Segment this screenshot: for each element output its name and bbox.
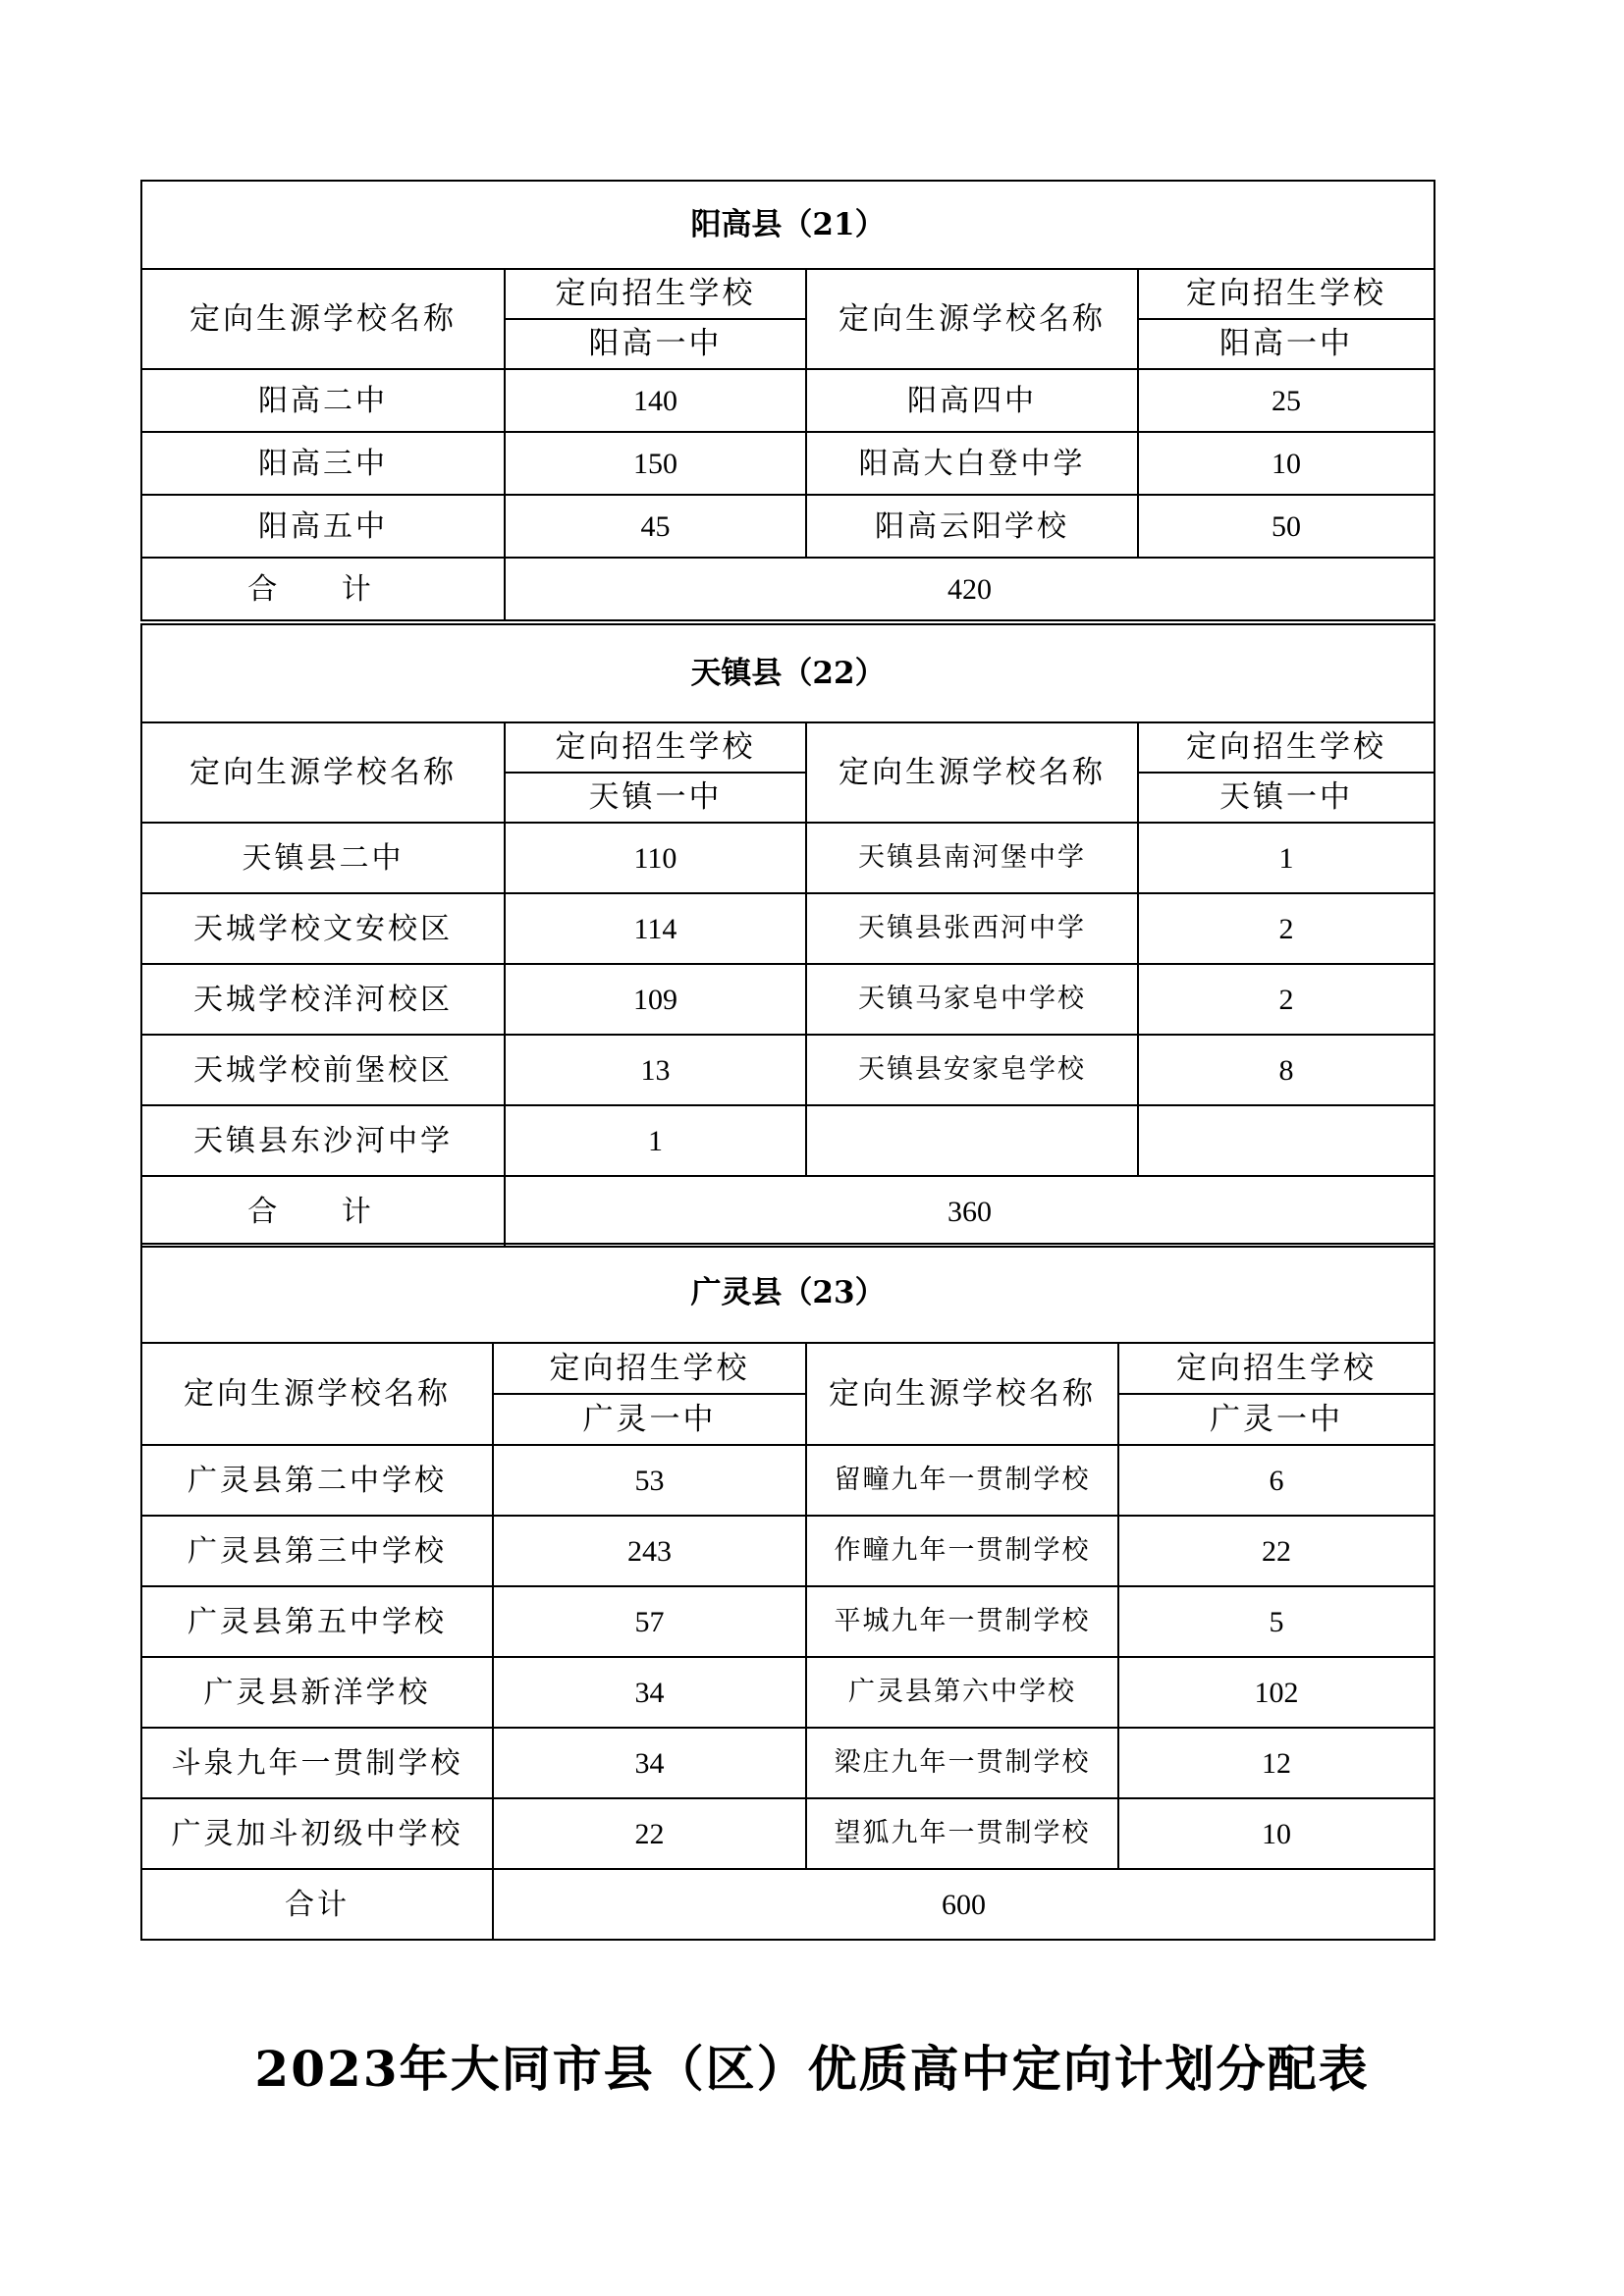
total-row xyxy=(141,558,1435,620)
table-guangling xyxy=(140,1243,1435,1941)
target-school-name: 广灵一中 xyxy=(1118,1394,1435,1445)
target-school-name: 天镇一中 xyxy=(1138,773,1435,823)
source-school-name: 天镇县南河堡中学 xyxy=(806,823,1138,893)
quota-value: 2 xyxy=(1138,964,1435,1035)
quota-value: 50 xyxy=(1138,495,1435,558)
source-school-name: 天镇马家皂中学校 xyxy=(806,964,1138,1035)
table-row xyxy=(141,893,1435,964)
target-school-name: 阳高一中 xyxy=(505,319,806,369)
table-yanggao xyxy=(140,180,1435,621)
source-school-name: 广灵县第六中学校 xyxy=(806,1657,1118,1728)
quota-value xyxy=(1138,1105,1435,1176)
quota-value: 13 xyxy=(505,1035,806,1105)
quota-value: 34 xyxy=(493,1728,806,1798)
source-school-name: 阳高大白登中学 xyxy=(806,432,1138,495)
source-school-name: 阳高云阳学校 xyxy=(806,495,1138,558)
header-target-school: 定向招生学校 xyxy=(493,1343,806,1394)
quota-value: 10 xyxy=(1138,432,1435,495)
document-title: 2023年大同市县（区）优质高中定向计划分配表 xyxy=(254,2040,1370,2098)
total-label: 合计 xyxy=(141,1869,493,1940)
quota-value: 140 xyxy=(505,369,806,432)
source-school-name: 天城学校文安校区 xyxy=(141,893,505,964)
table-row xyxy=(141,495,1435,558)
table-row xyxy=(141,964,1435,1035)
target-school-name: 广灵一中 xyxy=(493,1394,806,1445)
header-target-school: 定向招生学校 xyxy=(1138,722,1435,773)
header-target-school: 定向招生学校 xyxy=(505,722,806,773)
total-value: 420 xyxy=(505,558,1435,620)
table-row xyxy=(141,1445,1435,1516)
source-school-name: 阳高二中 xyxy=(141,369,505,432)
source-school-name: 天镇县东沙河中学 xyxy=(141,1105,505,1176)
quota-value: 6 xyxy=(1118,1445,1435,1516)
quota-value: 22 xyxy=(493,1798,806,1869)
total-label: 合 计 xyxy=(141,1176,505,1247)
source-school-name: 天镇县安家皂学校 xyxy=(806,1035,1138,1105)
source-school-name: 天城学校前堡校区 xyxy=(141,1035,505,1105)
total-row xyxy=(141,1869,1435,1940)
total-row xyxy=(141,1176,1435,1247)
source-school-name: 作疃九年一贯制学校 xyxy=(806,1516,1118,1586)
source-school-name: 平城九年一贯制学校 xyxy=(806,1586,1118,1657)
section-title: 天镇县（22） xyxy=(141,624,1435,722)
quota-value: 34 xyxy=(493,1657,806,1728)
source-school-name: 梁庄九年一贯制学校 xyxy=(806,1728,1118,1798)
table-tianzhen xyxy=(140,623,1435,1248)
source-school-name: 广灵加斗初级中学校 xyxy=(141,1798,493,1869)
source-school-name: 广灵县第三中学校 xyxy=(141,1516,493,1586)
source-school-name: 望狐九年一贯制学校 xyxy=(806,1798,1118,1869)
table-row xyxy=(141,1586,1435,1657)
source-school-name: 天镇县张西河中学 xyxy=(806,893,1138,964)
total-value: 600 xyxy=(493,1869,1435,1940)
table-row xyxy=(141,1105,1435,1176)
source-school-name: 广灵县第五中学校 xyxy=(141,1586,493,1657)
quota-value: 1 xyxy=(505,1105,806,1176)
total-label: 合 计 xyxy=(141,558,505,620)
table-row xyxy=(141,1728,1435,1798)
header-target-school: 定向招生学校 xyxy=(1118,1343,1435,1394)
source-school-name: 广灵县第二中学校 xyxy=(141,1445,493,1516)
table-row xyxy=(141,1516,1435,1586)
section-title: 阳高县（21） xyxy=(141,181,1435,269)
header-source-school: 定向生源学校名称 xyxy=(141,1343,493,1445)
quota-value: 110 xyxy=(505,823,806,893)
quota-value: 150 xyxy=(505,432,806,495)
quota-value: 1 xyxy=(1138,823,1435,893)
header-source-school: 定向生源学校名称 xyxy=(806,269,1138,369)
source-school-name xyxy=(806,1105,1138,1176)
table-row xyxy=(141,369,1435,432)
source-school-name: 阳高三中 xyxy=(141,432,505,495)
section-title: 广灵县（23） xyxy=(141,1244,1435,1343)
table-row xyxy=(141,823,1435,893)
quota-value: 10 xyxy=(1118,1798,1435,1869)
source-school-name: 阳高五中 xyxy=(141,495,505,558)
source-school-name: 斗泉九年一贯制学校 xyxy=(141,1728,493,1798)
quota-value: 2 xyxy=(1138,893,1435,964)
quota-value: 22 xyxy=(1118,1516,1435,1586)
quota-value: 243 xyxy=(493,1516,806,1586)
quota-value: 45 xyxy=(505,495,806,558)
quota-value: 102 xyxy=(1118,1657,1435,1728)
quota-value: 25 xyxy=(1138,369,1435,432)
quota-value: 53 xyxy=(493,1445,806,1516)
table-row xyxy=(141,1035,1435,1105)
header-source-school: 定向生源学校名称 xyxy=(806,722,1138,823)
source-school-name: 天镇县二中 xyxy=(141,823,505,893)
table-row xyxy=(141,1798,1435,1869)
quota-value: 5 xyxy=(1118,1586,1435,1657)
header-target-school: 定向招生学校 xyxy=(1138,269,1435,319)
total-value: 360 xyxy=(505,1176,1435,1247)
table-row xyxy=(141,432,1435,495)
source-school-name: 天城学校洋河校区 xyxy=(141,964,505,1035)
header-source-school: 定向生源学校名称 xyxy=(806,1343,1118,1445)
source-school-name: 阳高四中 xyxy=(806,369,1138,432)
source-school-name: 广灵县新洋学校 xyxy=(141,1657,493,1728)
header-target-school: 定向招生学校 xyxy=(505,269,806,319)
header-source-school: 定向生源学校名称 xyxy=(141,722,505,823)
quota-value: 8 xyxy=(1138,1035,1435,1105)
target-school-name: 阳高一中 xyxy=(1138,319,1435,369)
source-school-name: 留疃九年一贯制学校 xyxy=(806,1445,1118,1516)
header-source-school: 定向生源学校名称 xyxy=(141,269,505,369)
quota-value: 57 xyxy=(493,1586,806,1657)
target-school-name: 天镇一中 xyxy=(505,773,806,823)
quota-value: 114 xyxy=(505,893,806,964)
quota-value: 12 xyxy=(1118,1728,1435,1798)
table-row xyxy=(141,1657,1435,1728)
quota-value: 109 xyxy=(505,964,806,1035)
